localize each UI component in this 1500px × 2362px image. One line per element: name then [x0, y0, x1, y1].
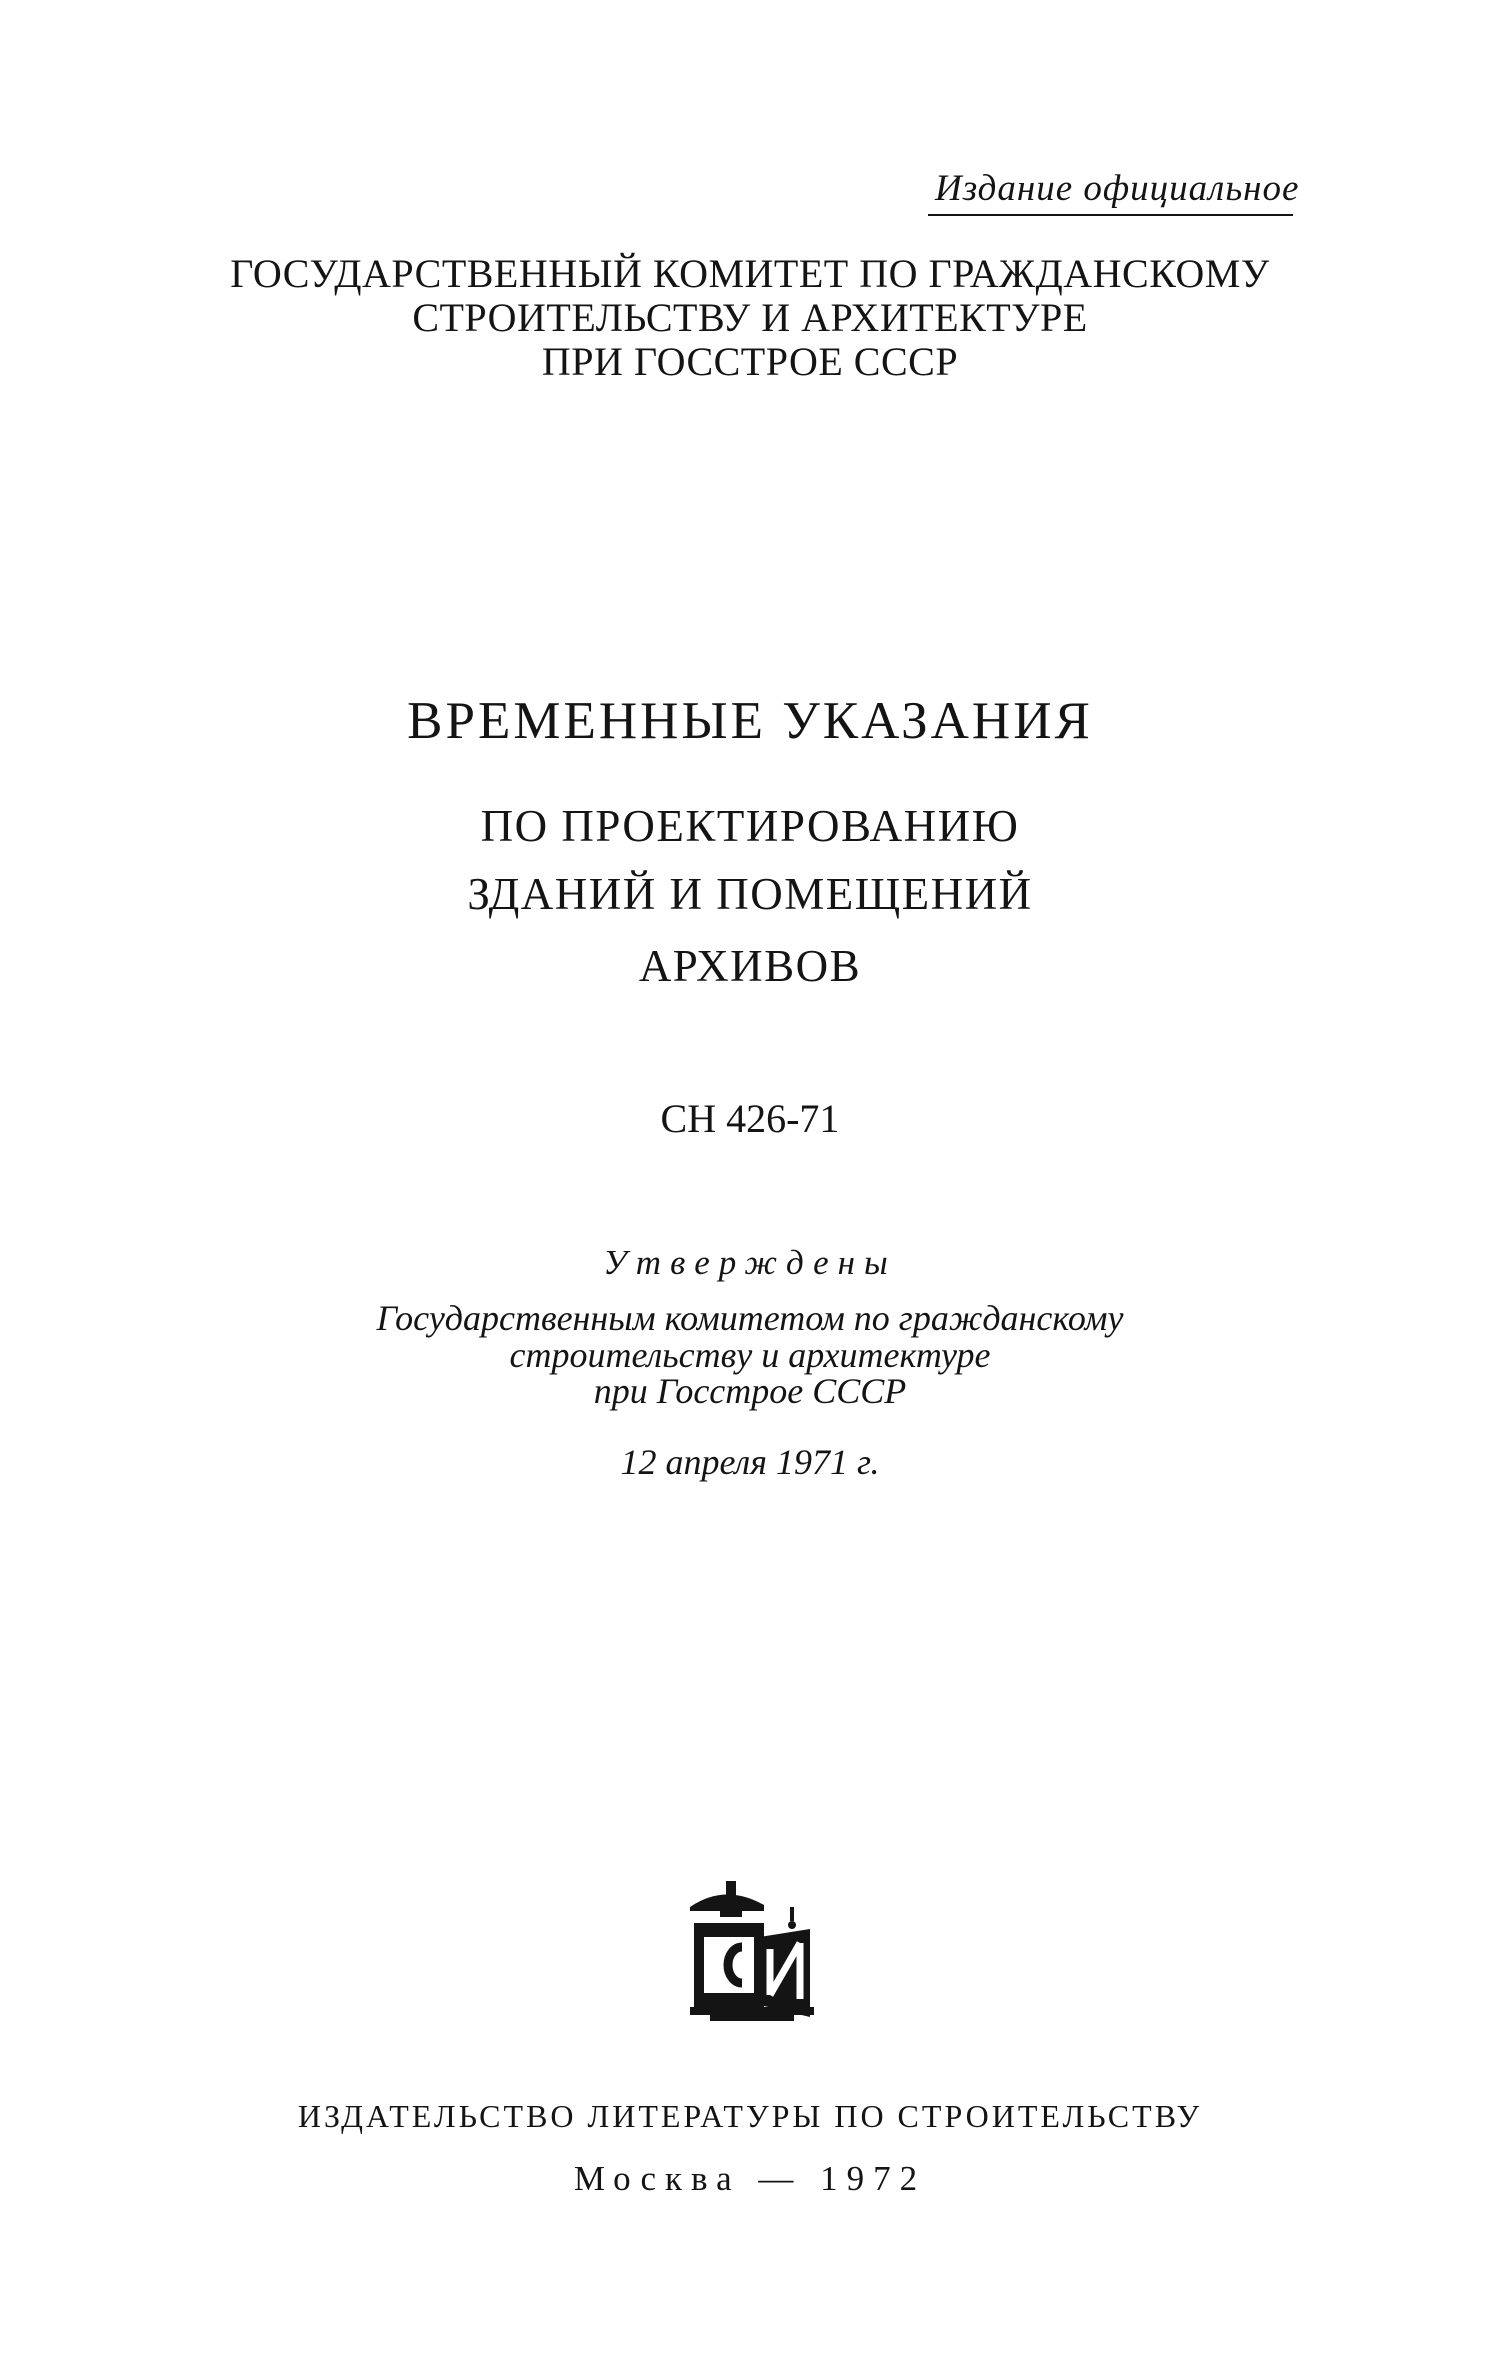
edition-underline — [928, 214, 1293, 216]
subtitle-line-1: ПО ПРОЕКТИРОВАНИЮ — [480, 801, 1020, 851]
approval-line-2: строительству и архитектуре — [509, 1335, 991, 1375]
approval-line-3: при Госстрое СССР — [593, 1371, 907, 1411]
committee-line-3: ПРИ ГОССТРОЕ СССР — [541, 339, 959, 384]
subtitle-line-2: ЗДАНИЙ И ПОМЕЩЕНИЙ — [467, 869, 1033, 919]
approval-heading: Утверждены — [603, 1243, 897, 1282]
document-title: ВРЕМЕННЫЕ УКАЗАНИЯ — [407, 692, 1093, 750]
approval-date: 12 апреля 1971 г. — [620, 1442, 880, 1482]
committee-line-2: СТРОИТЕЛЬСТВУ И АРХИТЕКТУРЕ — [412, 295, 1088, 340]
approval-line-1: Государственным комитетом по гражданскому — [376, 1298, 1124, 1338]
imprint-city-year: Москва — 1972 — [573, 2159, 927, 2198]
document-code: СН 426-71 — [660, 1096, 840, 1141]
edition-note: Издание официальное — [935, 168, 1300, 209]
publisher-name: ИЗДАТЕЛЬСТВО ЛИТЕРАТУРЫ ПО СТРОИТЕЛЬСТВУ — [297, 2098, 1203, 2134]
si-publisher-logo-icon — [680, 1877, 820, 2027]
committee-line-1: ГОСУДАРСТВЕННЫЙ КОМИТЕТ ПО ГРАЖДАНСКОМУ — [230, 251, 1270, 296]
subtitle-line-3: АРХИВОВ — [638, 941, 862, 991]
